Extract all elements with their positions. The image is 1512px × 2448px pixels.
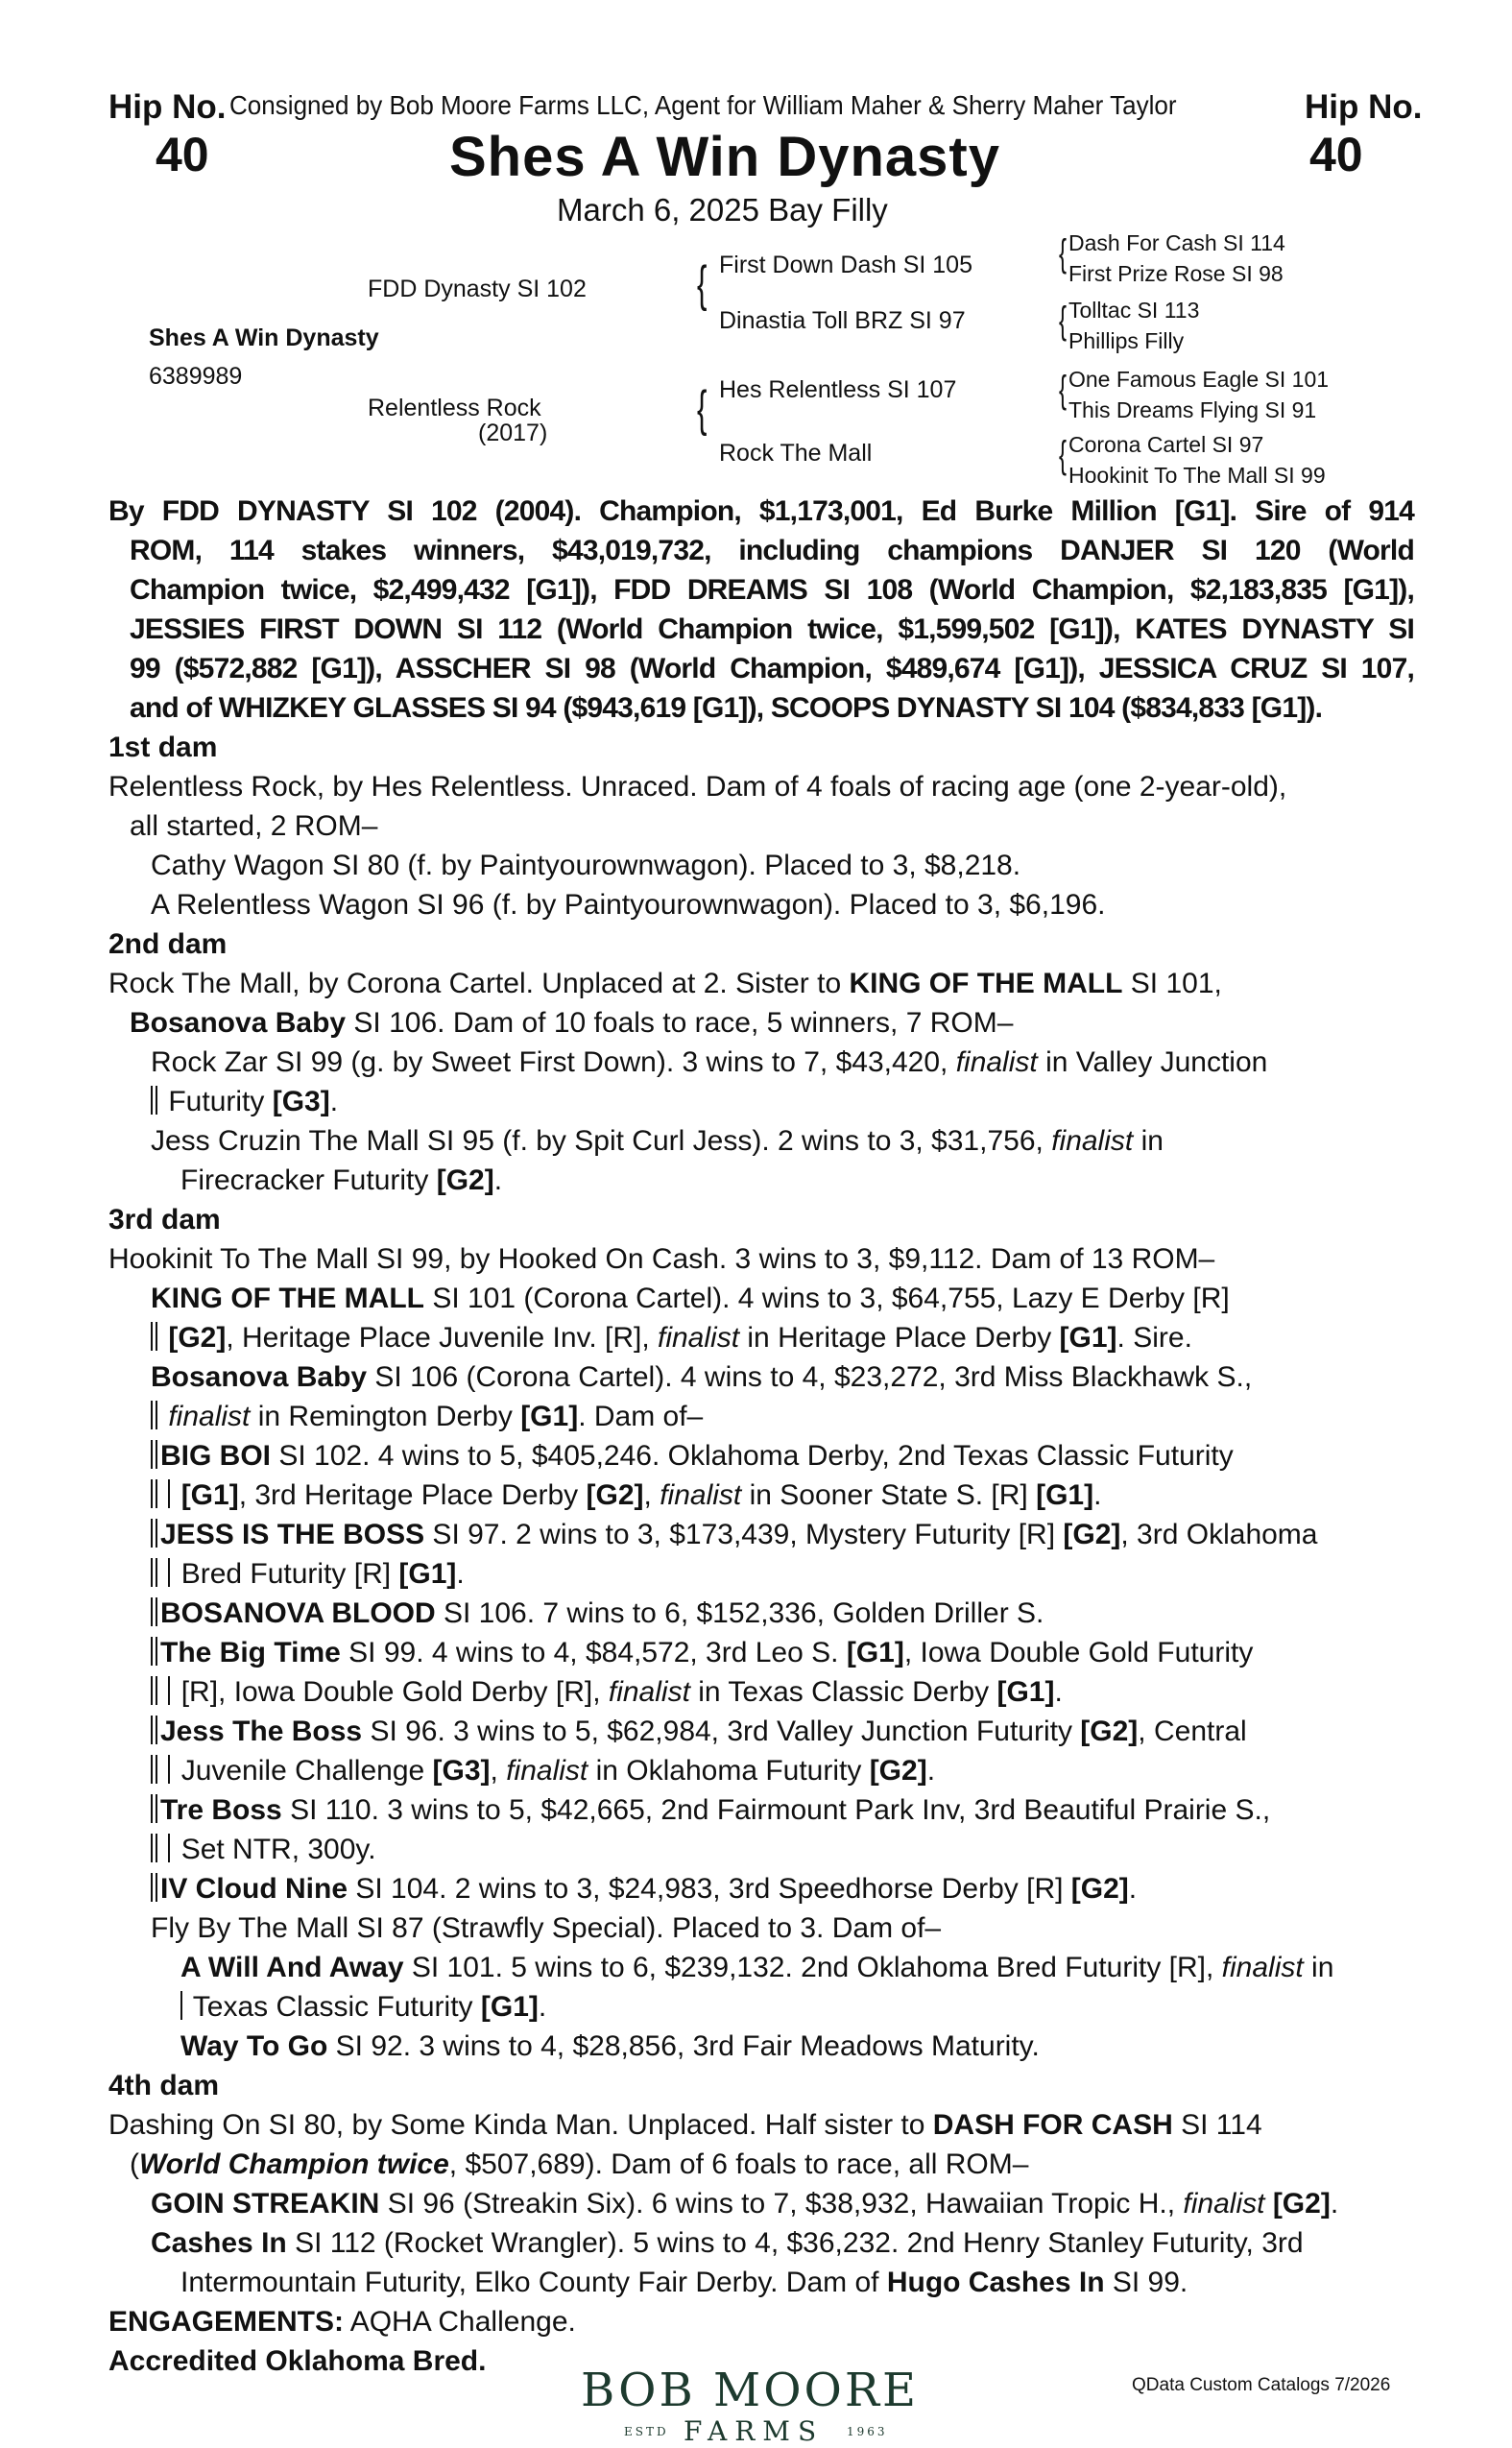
pedigree-g7: Corona Cartel SI 97 (1068, 432, 1264, 457)
farm-logo-sub: FARMS (684, 2415, 825, 2447)
produce-record: IV Cloud Nine SI 104. 2 wins to 3, $24,983, 3rd Speedhorse Derby [R] [G2]. (108, 1869, 1414, 1908)
produce-record: The Big Time SI 99. 4 wins to 4, $84,572, 3rd Leo S. [G1], Iowa Double Gold Futurity (108, 1633, 1414, 1672)
produce-record-cont: [R], Iowa Double Gold Derby [R], finalist in Texas Classic Derby [G1]. (108, 1672, 1414, 1712)
produce-record-cont: Firecracker Futurity [G2]. (180, 1164, 503, 1196)
farm-logo-estd: ESTD (624, 2425, 669, 2438)
pedigree-g5: One Famous Eagle SI 101 (1068, 367, 1330, 392)
farm-logo-year: 1963 (847, 2425, 888, 2438)
sire-paragraph (108, 492, 1414, 728)
produce-record-cont: Texas Classic Futurity [G1]. (108, 1987, 1414, 2027)
sire-line: JESSIES FIRST DOWN SI 112 (World Champion twice, $1,599,502 [G1]), KATES DYNASTY SI (130, 613, 1414, 645)
pedigree-g4: Phillips Filly (1068, 328, 1185, 353)
pedigree-g2: First Prize Rose SI 98 (1068, 261, 1284, 286)
produce-record: Cashes In SI 112 (Rocket Wrangler). 5 wins to 4, $36,232. 2nd Henry Stanley Futurity, 3rd (151, 2227, 1304, 2259)
brace-dam: { (697, 381, 708, 437)
produce-record: Bosanova Baby SI 106 (Corona Cartel). 4 wins to 4, $23,272, 3rd Miss Blackhawk S., (151, 1361, 1253, 1393)
qdata-credit: QData Custom Catalogs 7/2026 (1132, 2375, 1391, 2395)
pedigree-g8: Hookinit To The Mall SI 99 (1068, 463, 1326, 488)
produce-record: Tre Boss SI 110. 3 wins to 5, $42,665, 2nd Fairmount Park Inv, 3rd Beautiful Prairie S., (108, 1790, 1414, 1830)
pedigree-g3: Tolltac SI 113 (1068, 298, 1200, 323)
horse-name-title: Shes A Win Dynasty (449, 126, 1000, 188)
produce-record: BIG BOI SI 102. 4 wins to 5, $405,246. Oklahoma Derby, 2nd Texas Classic Futurity (108, 1436, 1414, 1476)
hip-label-left: Hip No. (108, 88, 227, 126)
pedigree-g1: Dash For Cash SI 114 (1068, 230, 1285, 255)
brace-sire: { (697, 256, 708, 312)
catalog-body (108, 492, 1414, 2381)
produce-record: A Will And Away SI 101. 5 wins to 6, $239,132. 2nd Oklahoma Bred Futurity [R], finalist in (180, 1952, 1334, 1983)
second-dam-line: Rock The Mall, by Corona Cartel. Unplaced at 2. Sister to KING OF THE MALL SI 101, (108, 968, 1222, 999)
sire-line: By FDD DYNASTY SI 102 (2004). Champion, $1,173,001, Ed Burke Million [G1]. Sire of 914 (108, 495, 1414, 527)
pedigree-sire-dam: Dinastia Toll BRZ SI 97 (719, 307, 966, 334)
pedigree-sire: FDD Dynasty SI 102 (368, 276, 587, 302)
produce-record: A Relentless Wagon SI 96 (f. by Paintyourownwagon). Placed to 3, $6,196. (151, 889, 1106, 921)
produce-record: Fly By The Mall SI 87 (Strawfly Special). Placed to 3. Dam of– (151, 1912, 942, 1944)
fourth-dam-heading: 4th dam (108, 2070, 220, 2101)
produce-record: Rock Zar SI 99 (g. by Sweet First Down). 3 wins to 7, $43,420, finalist in Valley Junction (151, 1046, 1268, 1078)
hip-number-right: 40 (1309, 128, 1363, 181)
produce-record-cont: Intermountain Futurity, Elko County Fair Derby. Dam of Hugo Cashes In SI 99. (180, 2267, 1188, 2298)
consignor-line: Consigned by Bob Moore Farms LLC, Agent for William Maher & Sherry Maher Taylor (229, 90, 1177, 120)
pedigree-dam-dam: Rock The Mall (719, 440, 873, 467)
produce-record-cont: Set NTR, 300y. (108, 1830, 1414, 1869)
produce-record: Cathy Wagon SI 80 (f. by Paintyourownwagon). Placed to 3, $8,218. (151, 850, 1021, 881)
pedigree-subject: Shes A Win Dynasty (149, 324, 379, 351)
accredited-line: Accredited Oklahoma Bred. (108, 2345, 487, 2377)
produce-record: Jess Cruzin The Mall SI 95 (f. by Spit Curl Jess). 2 wins to 3, $31,756, finalist in (151, 1125, 1164, 1157)
produce-record-cont: [G1], 3rd Heritage Place Derby [G2], finalist in Sooner State S. [R] [G1]. (108, 1476, 1414, 1515)
engagements-line: ENGAGEMENTS: AQHA Challenge. (108, 2306, 576, 2338)
pedigree-registration: 6389989 (149, 363, 243, 390)
second-dam-heading: 2nd dam (108, 928, 228, 960)
first-dam-line: Relentless Rock, by Hes Relentless. Unraced. Dam of 4 foals of racing age (one 2-year-old), (108, 771, 1287, 803)
foaling-subtitle: March 6, 2025 Bay Filly (557, 192, 888, 228)
produce-record: Jess The Boss SI 96. 3 wins to 5, $62,984, 3rd Valley Junction Futurity [G2], Central (108, 1712, 1414, 1751)
produce-record: JESS IS THE BOSS SI 97. 2 wins to 3, $173,439, Mystery Futurity [R] [G2], 3rd Oklahoma (108, 1515, 1414, 1554)
pedigree-dam-sire: Hes Relentless SI 107 (719, 376, 957, 403)
first-dam-heading: 1st dam (108, 732, 218, 763)
second-dam-line: Bosanova Baby SI 106. Dam of 10 foals to race, 5 winners, 7 ROM– (130, 1007, 1014, 1039)
sire-line: 99 ($572,882 [G1]), ASSCHER SI 98 (World Champion, $489,674 [G1]), JESSICA CRUZ SI 107, (130, 653, 1414, 684)
pedigree-dam: Relentless Rock (368, 395, 541, 421)
sire-line: Champion twice, $2,499,432 [G1]), FDD DREAMS SI 108 (World Champion, $2,183,835 [G1]), (130, 574, 1414, 606)
produce-record-cont: Juvenile Challenge [G3], finalist in Oklahoma Futurity [G2]. (108, 1751, 1414, 1790)
hip-number-left: 40 (156, 128, 209, 181)
produce-record: KING OF THE MALL SI 101 (Corona Cartel). 4 wins to 3, $64,755, Lazy E Derby [R] (151, 1283, 1230, 1314)
pedigree-dam-year: (2017) (478, 420, 548, 446)
fourth-dam-line: (World Champion twice, $507,689). Dam of 6 foals to race, all ROM– (130, 2148, 1029, 2180)
first-dam-line: all started, 2 ROM– (130, 810, 378, 842)
produce-record-cont: Futurity [G3]. (108, 1082, 1414, 1121)
sire-line: ROM, 114 stakes winners, $43,019,732, including champions DANJER SI 120 (World (130, 535, 1414, 566)
pedigree-g6: This Dreams Flying SI 91 (1068, 397, 1317, 422)
produce-record-cont: Bred Futurity [R] [G1]. (108, 1554, 1414, 1594)
farm-logo-wordmark: BOB MOORE (581, 2364, 920, 2417)
pedigree-sire-sire: First Down Dash SI 105 (719, 252, 972, 278)
produce-record: BOSANOVA BLOOD SI 106. 7 wins to 6, $152,336, Golden Driller S. (108, 1594, 1414, 1633)
fourth-dam-line: Dashing On SI 80, by Some Kinda Man. Unplaced. Half sister to DASH FOR CASH SI 114 (108, 2109, 1262, 2141)
produce-record-cont: [G2], Heritage Place Juvenile Inv. [R], finalist in Heritage Place Derby [G1]. Sire. (108, 1318, 1414, 1357)
brace-g1: { (1059, 232, 1068, 275)
third-dam-line: Hookinit To The Mall SI 99, by Hooked On Cash. 3 wins to 3, $9,112. Dam of 13 ROM– (108, 1243, 1215, 1275)
produce-record: Way To Go SI 92. 3 wins to 4, $28,856, 3rd Fair Meadows Maturity. (180, 2030, 1040, 2062)
third-dam-heading: 3rd dam (108, 1204, 221, 1236)
sire-line: and of WHIZKEY GLASSES SI 94 ($943,619 [G1]), SCOOPS DYNASTY SI 104 ($834,833 [G1]). (130, 692, 1323, 724)
produce-record-cont: finalist in Remington Derby [G1]. Dam of– (108, 1397, 1414, 1436)
brace-g2: { (1059, 300, 1068, 342)
hip-label-right: Hip No. (1305, 88, 1423, 126)
produce-record: GOIN STREAKIN SI 96 (Streakin Six). 6 wins to 7, $38,932, Hawaiian Tropic H., finalist [G2]. (151, 2188, 1339, 2220)
brace-g4: { (1059, 434, 1068, 476)
brace-g3: { (1059, 369, 1068, 411)
